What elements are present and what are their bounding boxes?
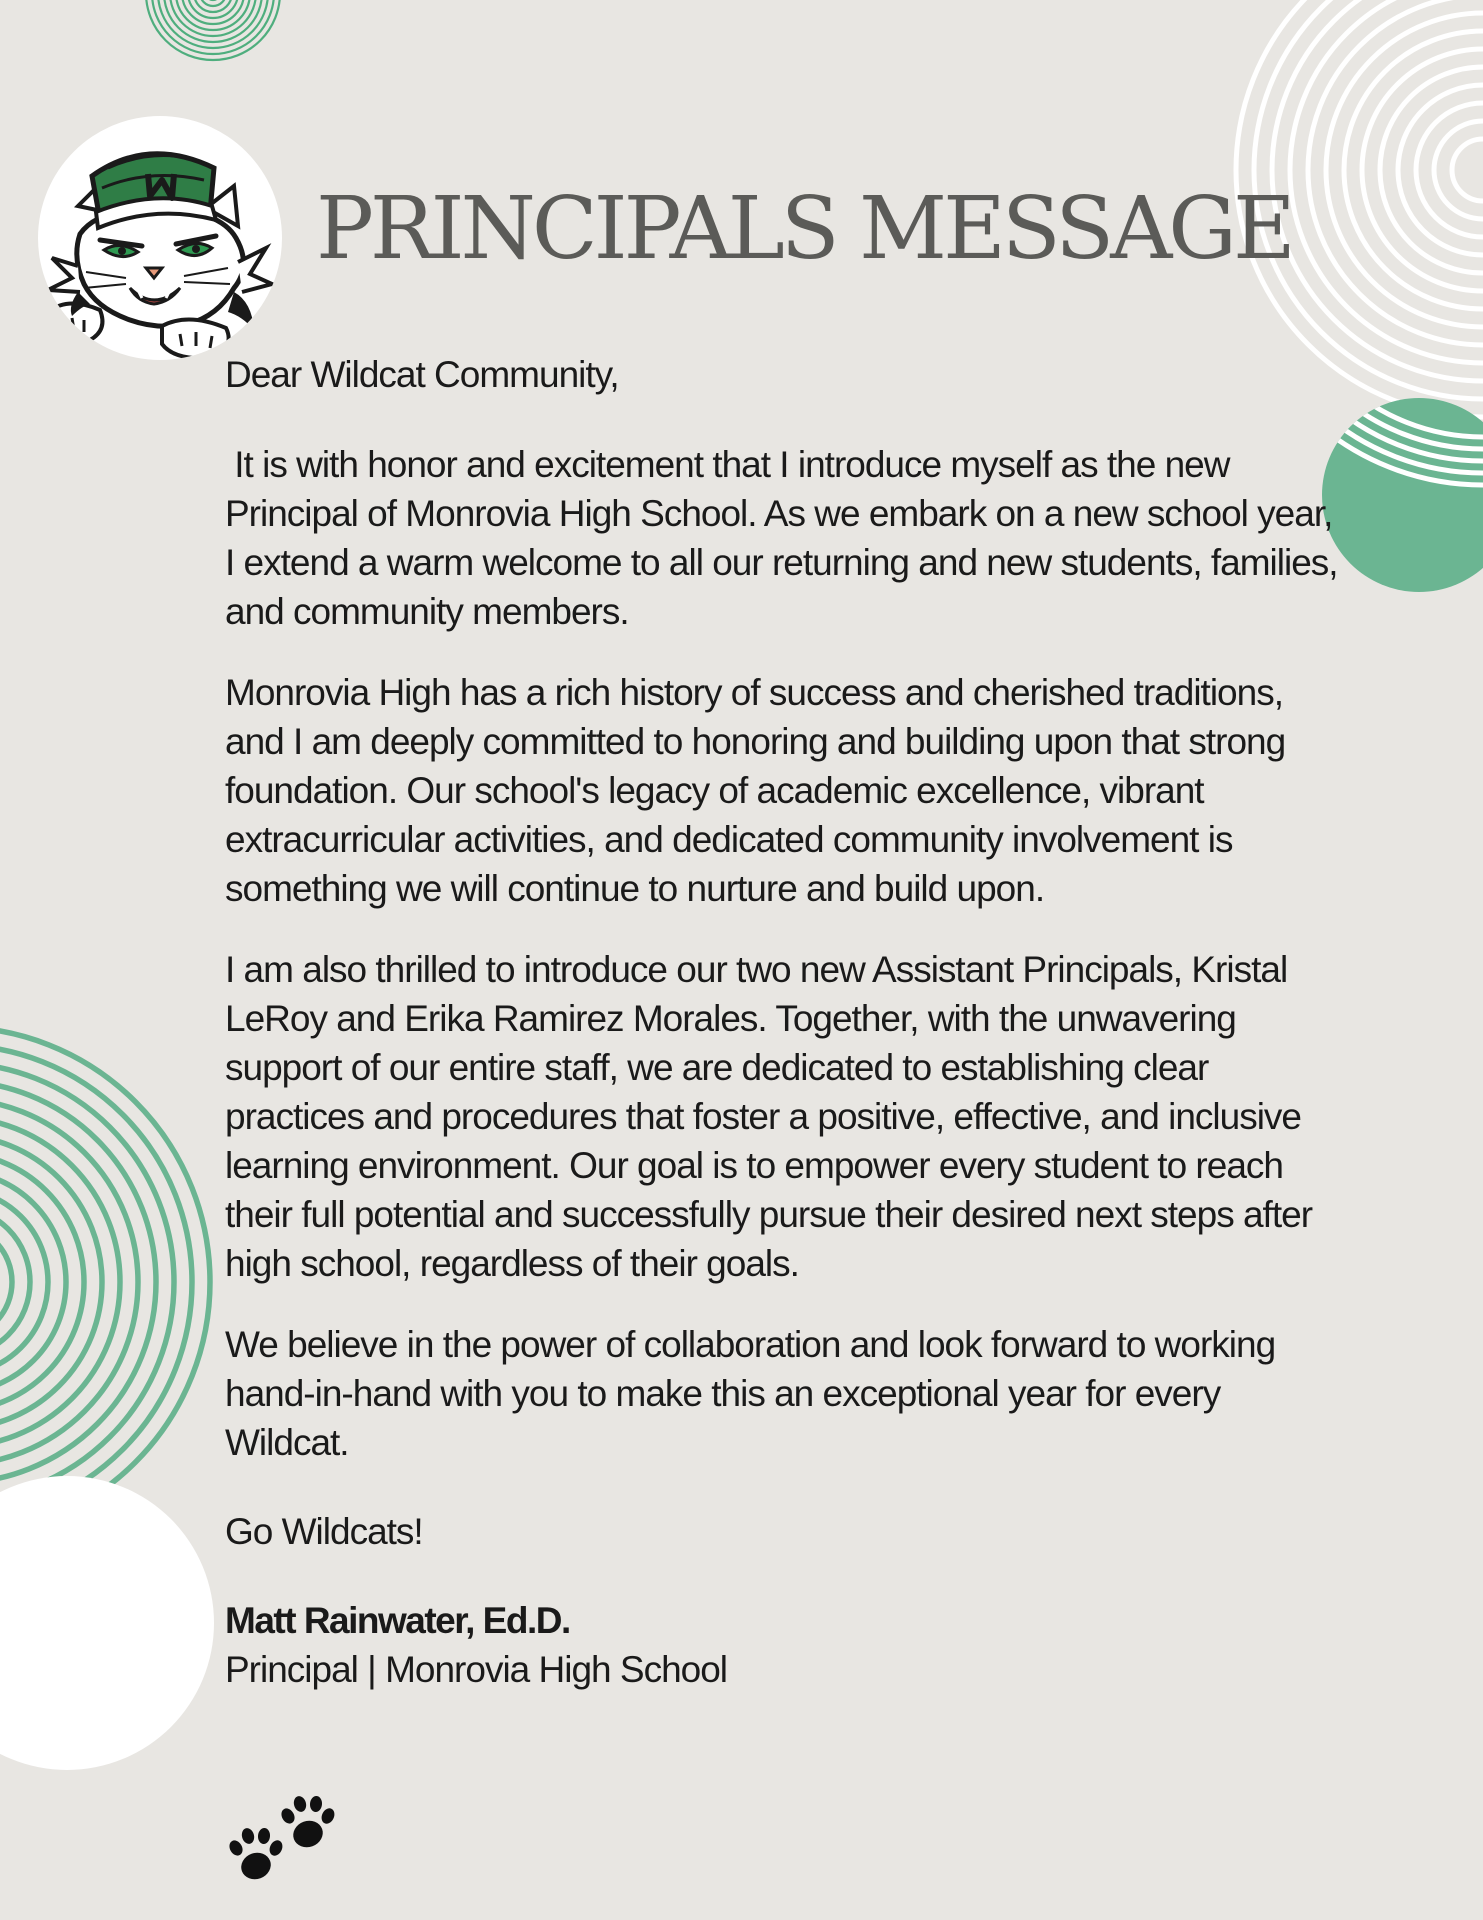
left-green-rings-decoration xyxy=(0,1020,220,1540)
paragraph-assistant-principals: I am also thrilled to introduce our two new Assistant Principals, Kristal LeRoy and Erika Ramirez Morales. Together, with the unwavering support of our entire staff, we are dedicated to establishing clear practices and procedures that foster a positive, effective, and inclusive learning environment. Our goal is to empower every student to reach their full potential and successfully pursue their desired next steps after high school, regardless of their goals. xyxy=(225,949,1313,1284)
signer-title: Principal | Monrovia High School xyxy=(225,1649,728,1690)
paragraph-intro: It is with honor and excitement that I introduce myself as the new Principal of Monrovia High School. As we embark on a new school year, I extend a warm welcome to all our returning and new students, families, and community members. xyxy=(225,444,1347,632)
left-white-circle-decoration xyxy=(0,1475,215,1775)
paragraph-collaboration: We believe in the power of collaboration and look forward to working hand-in-hand with you to make this an exceptional year for every Wildcat. xyxy=(225,1324,1276,1463)
page-title: PRINCIPALS MESSAGE xyxy=(316,179,1292,279)
salutation: Dear Wildcat Community, xyxy=(225,354,619,395)
wildcat-mascot-icon xyxy=(38,116,282,360)
signer-name: Matt Rainwater, Ed.D. xyxy=(225,1600,570,1641)
top-green-rings-decoration xyxy=(140,0,290,70)
letter-body xyxy=(225,350,1345,1694)
paragraph-history: Monrovia High has a rich history of success and cherished traditions, and I am deeply committed to honoring and building upon that strong foundation. Our school's legacy of academic excellence, vibrant extracurricular activities, and dedicated community involvement is something we will continue to nurture and build upon. xyxy=(225,672,1286,909)
paw-prints-icon xyxy=(226,1792,346,1892)
closing: Go Wildcats! xyxy=(225,1511,423,1552)
